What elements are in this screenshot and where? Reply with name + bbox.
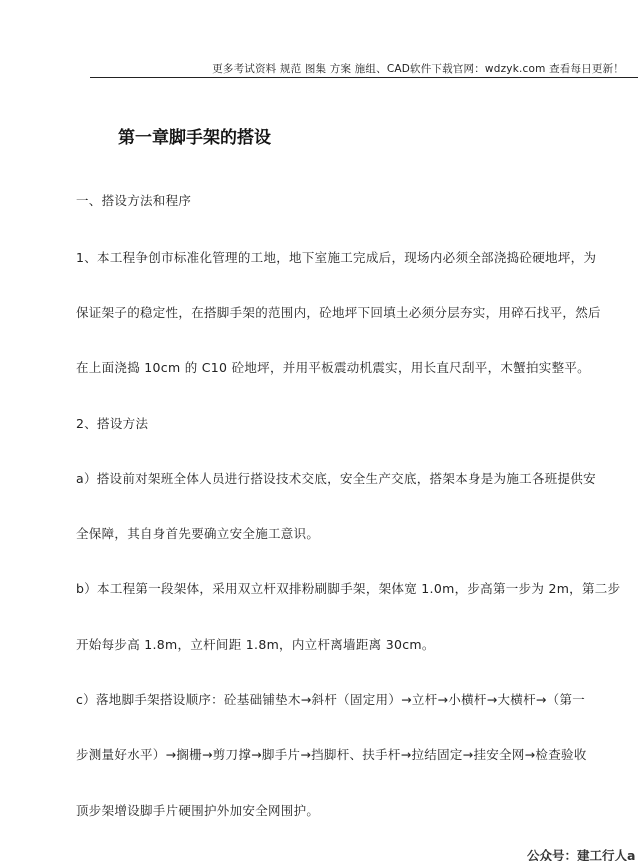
paragraph-line: a）搭设前对架班全体人员进行搭设技术交底，安全生产交底，搭架本身是为施工各班提供安 xyxy=(76,471,596,486)
paragraph-line: 顶步架增设脚手片硬围护外加安全网围护。 xyxy=(76,803,320,818)
paragraph-line: 开始每步高 1.8m，立杆间距 1.8m，内立杆离墙距离 30cm。 xyxy=(76,637,435,652)
subsection-heading: 2、搭设方法 xyxy=(76,416,149,431)
section-heading: 一、搭设方法和程序 xyxy=(76,193,192,208)
watermark-footer: 公众号：建工行人a xyxy=(527,848,636,861)
paragraph-line: 步测量好水平）→搁栅→剪刀撑→脚手片→挡脚杆、扶手杆→拉结固定→挂安全网→检查验收 xyxy=(76,747,587,762)
paragraph-line: b）本工程第一段架体，采用双立杆双排粉刷脚手架，架体宽 1.0m，步高第一步为 2m，第二步 xyxy=(76,581,621,596)
paragraph-line: 1、本工程争创市标准化管理的工地，地下室施工完成后，现场内必须全部浇捣砼硬地坪，为 xyxy=(76,250,597,265)
page-header: 更多考试资料 规范 图集 方案 施组、CAD软件下载官网：wdzyk.com 查看每日更新！ xyxy=(212,63,624,75)
paragraph-line: c）落地脚手架搭设顺序：砼基础铺垫木→斜杆（固定用）→立杆→小横杆→大横杆→（第一 xyxy=(76,692,586,707)
chapter-title: 第一章脚手架的搭设 xyxy=(118,128,271,148)
header-divider xyxy=(90,77,638,78)
paragraph-line: 保证架子的稳定性，在搭脚手架的范围内，砼地坪下回填土必须分层夯实，用碎石找平，然后 xyxy=(76,305,601,320)
paragraph-line: 在上面浇捣 10cm 的 C10 砼地坪，并用平板震动机震实，用长直尺刮平，木蟹拍实整平。 xyxy=(76,360,590,375)
paragraph-line: 全保障，其自身首先要确立安全施工意识。 xyxy=(76,526,320,541)
